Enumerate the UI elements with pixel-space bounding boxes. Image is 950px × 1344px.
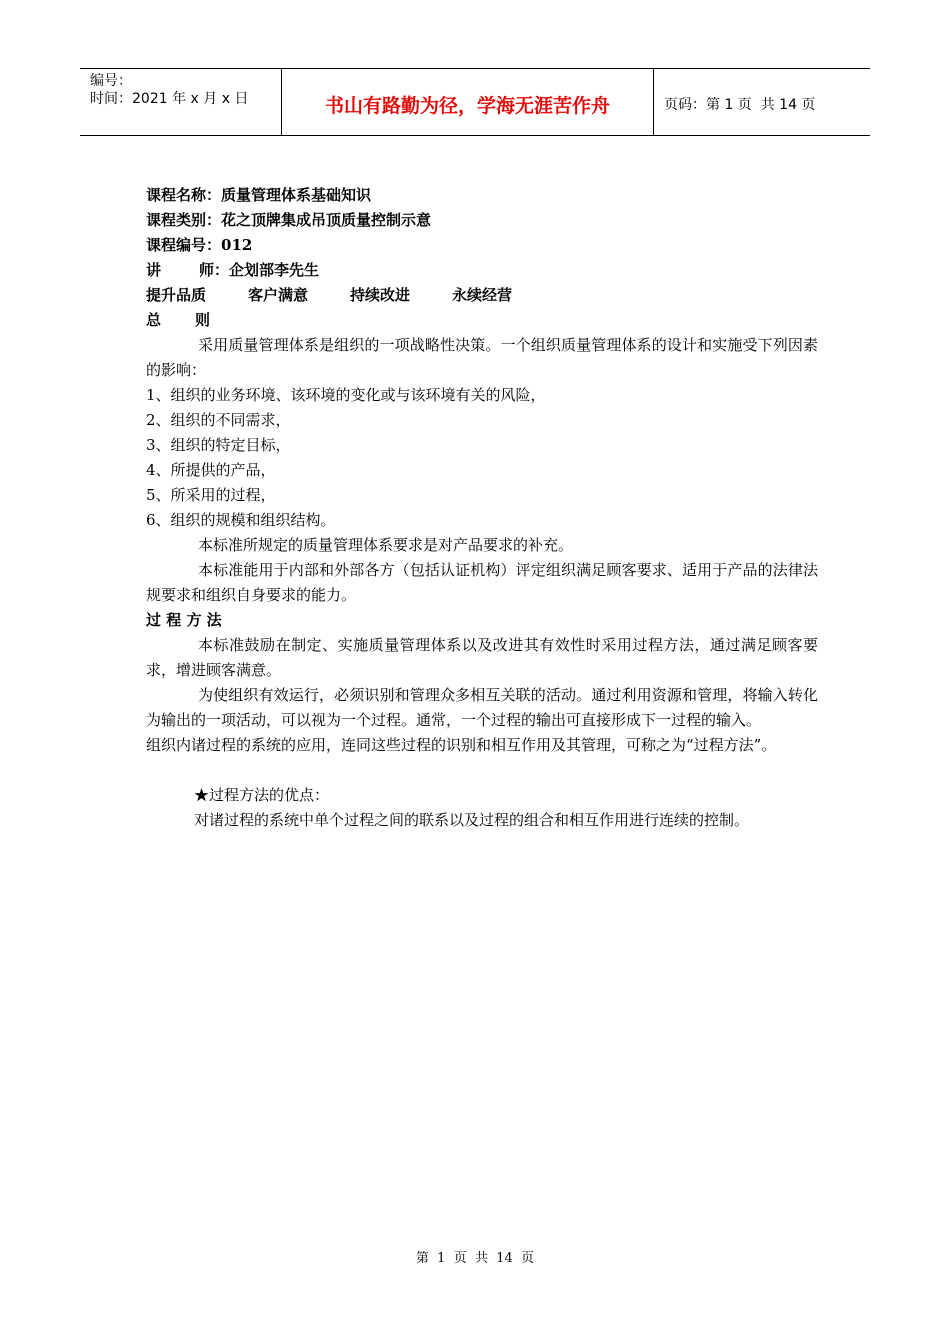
page-header bbox=[80, 68, 870, 136]
course-code: 课程编号：012 bbox=[146, 236, 253, 254]
header-motto: 书山有路勤为径，学海无涯苦作舟 bbox=[282, 69, 654, 135]
general-intro: 采用质量管理体系是组织的一项战略性决策。一个组织质量管理体系的设计和实施受下列因素的影响： bbox=[146, 336, 818, 379]
time-label: 时间：2021 年 x 月 x 日 bbox=[90, 91, 249, 107]
general-paragraph-2: 本标准所规定的质量管理体系要求是对产品要求的补充。 bbox=[198, 536, 574, 554]
advantage-block bbox=[146, 783, 818, 833]
page-footer: 第 1 页 共 14 页 bbox=[415, 1251, 535, 1266]
advantage-title: ★过程方法的优点： bbox=[194, 786, 330, 804]
list-item: 4、所提供的产品， bbox=[146, 461, 276, 479]
process-paragraph-1: 本标准鼓励在制定、实施质量管理体系以及改进其有效性时采用过程方法，通过满足顾客要求，增进顾客满意。 bbox=[146, 636, 818, 679]
slogan-item: 客户满意 bbox=[248, 286, 309, 304]
header-meta bbox=[80, 69, 282, 135]
list-item: 6、组织的规模和组织结构。 bbox=[146, 511, 336, 529]
document-body bbox=[146, 183, 818, 833]
process-paragraph-2: 为使组织有效运行，必须识别和管理众多相互关联的活动。通过利用资源和管理，将输入转化为输出的一项活动，可以视为一个过程。通常，一个过程的输出可直接形成下一过程的输入。 bbox=[146, 686, 818, 729]
lecturer-label-2: 师：企划部李先生 bbox=[199, 261, 320, 279]
list-item: 1、组织的业务环境、该环境的变化或与该环境有关的风险， bbox=[146, 386, 546, 404]
course-category: 课程类别：花之顶牌集成吊顶质量控制示意 bbox=[146, 211, 432, 229]
general-heading-part: 总 bbox=[146, 311, 162, 329]
slogan-item: 持续改进 bbox=[350, 286, 411, 304]
blank-line bbox=[146, 758, 818, 783]
list-item: 3、组织的特定目标， bbox=[146, 436, 291, 454]
general-heading-part: 则 bbox=[195, 311, 211, 329]
slogan-row bbox=[146, 283, 818, 308]
general-paragraph-3: 本标准能用于内部和外部各方（包括认证机构）评定组织满足顾客要求、适用于产品的法律法规要求和组织自身要求的能力。 bbox=[146, 561, 818, 604]
lecturer-label-1: 讲 bbox=[146, 261, 162, 279]
course-name: 课程名称：质量管理体系基础知识 bbox=[146, 186, 372, 204]
list-item: 5、所采用的过程， bbox=[146, 486, 276, 504]
header-page-info bbox=[654, 69, 870, 135]
course-lecturer bbox=[146, 258, 818, 283]
slogan-item: 提升品质 bbox=[146, 286, 207, 304]
slogan-item: 永续经营 bbox=[452, 286, 513, 304]
process-paragraph-3: 组织内诸过程的系统的应用，连同这些过程的识别和相互作用及其管理，可称之为“过程方法”。 bbox=[146, 736, 777, 754]
process-heading: 过 程 方 法 bbox=[146, 611, 222, 629]
general-heading bbox=[146, 308, 818, 333]
advantage-text: 对诸过程的系统中单个过程之间的联系以及过程的组合和相互作用进行连续的控制。 bbox=[194, 811, 750, 829]
number-label: 编号： bbox=[90, 73, 132, 89]
list-item: 2、组织的不同需求， bbox=[146, 411, 291, 429]
page-info-text: 页码：第 1 页 共 14 页 bbox=[664, 97, 816, 113]
